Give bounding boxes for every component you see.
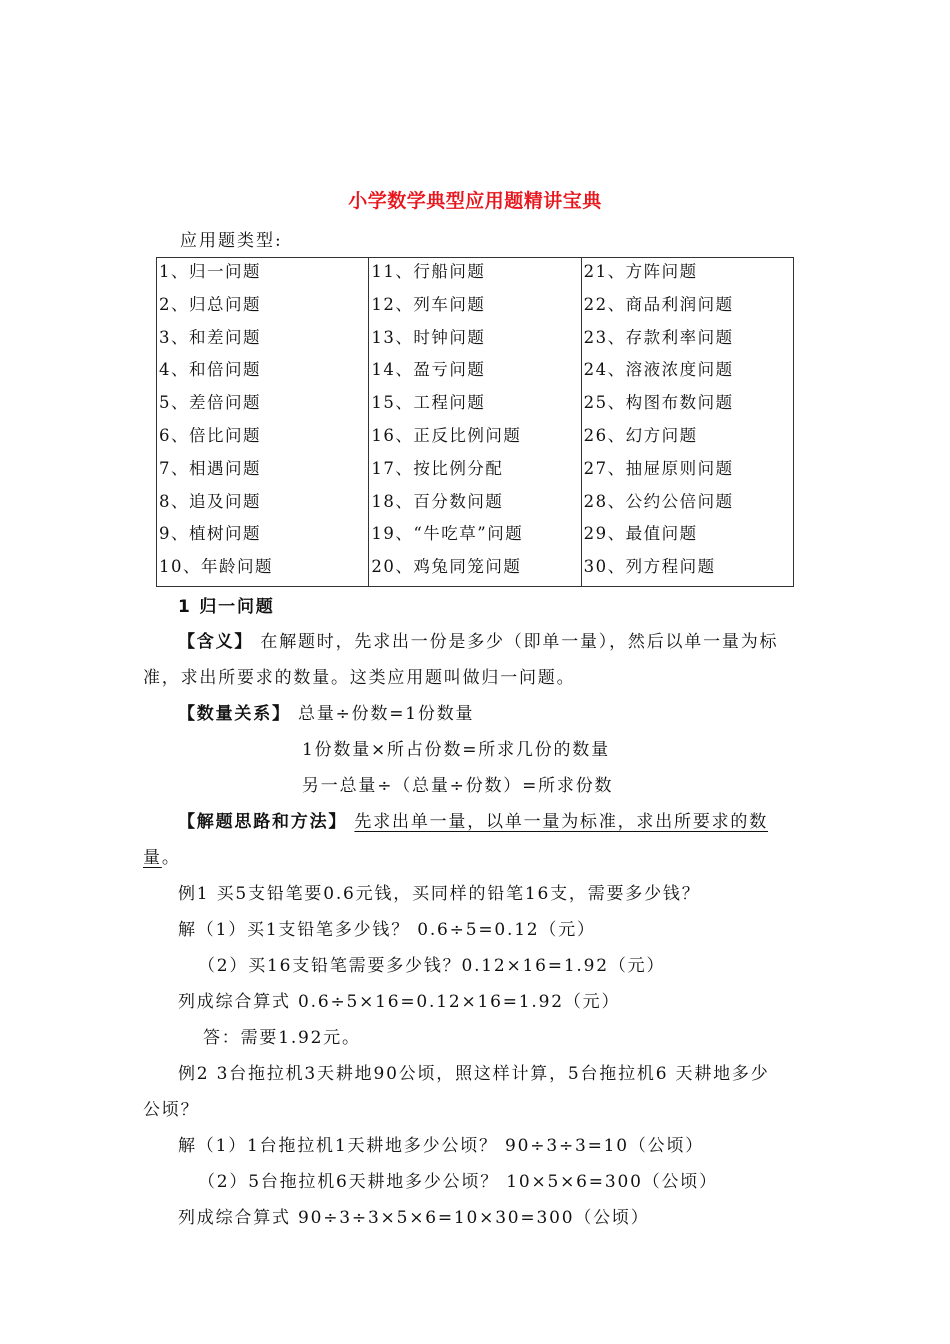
type-item: 30、列方程问题 (583, 557, 716, 577)
types-label: 应用题类型: (180, 231, 283, 251)
type-item: 19、“牛吃草”问题 (371, 524, 524, 544)
meaning-line-2: 准，求出所要求的数量。这类应用题叫做归一问题。 (143, 668, 576, 688)
method-text-end: 量 (143, 848, 162, 868)
type-item: 2、归总问题 (159, 294, 261, 314)
type-item: 10、年龄问题 (159, 557, 273, 577)
relation-line-1 (178, 699, 474, 724)
type-item: 25、构图布数问题 (583, 393, 734, 413)
type-item: 22、商品利润问题 (583, 294, 734, 314)
example-2-step-1: 解（1）1台拖拉机1天耕地多少公顷？ 90÷3÷3=10（公顷） (178, 1136, 705, 1156)
type-item: 8、追及问题 (159, 491, 261, 511)
type-item: 4、和倍问题 (159, 360, 261, 380)
method-label: 【解题思路和方法】 (178, 812, 348, 832)
type-item: 6、倍比问题 (159, 425, 261, 445)
relation-formula-3: 另一总量÷（总量÷份数）=所求份数 (302, 776, 614, 796)
example-2-step-2: （2）5台拖拉机6天耕地多少公顷？ 10×5×6=300（公顷） (198, 1172, 718, 1192)
type-item: 12、列车问题 (371, 294, 486, 314)
type-item: 26、幻方问题 (583, 425, 698, 445)
example-1-answer: 答：需要1.92元。 (203, 1028, 361, 1048)
relation-label: 【数量关系】 (178, 704, 291, 724)
type-item: 29、最值问题 (583, 524, 698, 544)
method-period: 。 (161, 848, 181, 868)
type-item: 23、存款利率问题 (583, 327, 734, 347)
method-line-1 (178, 807, 768, 832)
example-1-step-1: 解（1）买1支铅笔多少钱？ 0.6÷5=0.12（元） (178, 920, 596, 940)
method-line-2 (143, 843, 181, 868)
type-item: 9、植树问题 (159, 524, 261, 544)
type-item: 17、按比例分配 (371, 458, 504, 478)
relation-formula-1: 总量÷份数=1份数量 (290, 704, 475, 724)
meaning-line-1 (178, 627, 778, 652)
type-item: 1、归一问题 (159, 262, 261, 281)
section-heading: 1 归一问题 (178, 597, 275, 617)
type-item: 3、和差问题 (159, 327, 261, 347)
types-table (156, 257, 794, 587)
types-column-3 (581, 258, 793, 587)
relation-formula-2: 1份数量×所占份数=所求几份的数量 (302, 740, 610, 760)
type-item: 11、行船问题 (371, 262, 486, 281)
example-1-step-2: （2）买16支铅笔需要多少钱？0.12×16=1.92（元） (198, 956, 666, 976)
type-item: 21、方阵问题 (583, 262, 698, 281)
type-item: 24、溶液浓度问题 (583, 360, 734, 380)
type-item: 28、公约公倍问题 (583, 491, 734, 511)
example-2-combined: 列成综合算式 90÷3÷3×5×6=10×30=300（公顷） (178, 1208, 650, 1228)
type-item: 13、时钟问题 (371, 327, 486, 347)
type-item: 20、鸡兔同笼问题 (371, 557, 522, 577)
page-title: 小学数学典型应用题精讲宝典 (348, 190, 602, 212)
example-2-question-1: 例2 3台拖拉机3天耕地90公顷，照这样计算，5台拖拉机6 天耕地多少 (178, 1064, 770, 1084)
type-item: 27、抽屉原则问题 (583, 458, 734, 478)
meaning-label: 【含义】 (178, 632, 254, 652)
example-1-combined: 列成综合算式 0.6÷5×16=0.12×16=1.92（元） (178, 992, 621, 1012)
types-column-2 (369, 258, 581, 587)
type-item: 15、工程问题 (371, 393, 486, 413)
type-item: 14、盈亏问题 (371, 360, 486, 380)
type-item: 18、百分数问题 (371, 491, 504, 511)
meaning-text: 在解题时，先求出一份是多少（即单一量），然后以单一量为标 (253, 632, 779, 652)
method-text: 先求出单一量，以单一量为标准，求出所要求的数 (354, 812, 769, 832)
type-item: 7、相遇问题 (159, 458, 261, 478)
example-1-question: 例1 买5支铅笔要0.6元钱，买同样的铅笔16支，需要多少钱？ (178, 884, 701, 904)
type-item: 5、差倍问题 (159, 393, 261, 413)
types-column-1 (157, 258, 369, 587)
example-2-question-2: 公顷？ (143, 1100, 200, 1120)
type-item: 16、正反比例问题 (371, 425, 522, 445)
